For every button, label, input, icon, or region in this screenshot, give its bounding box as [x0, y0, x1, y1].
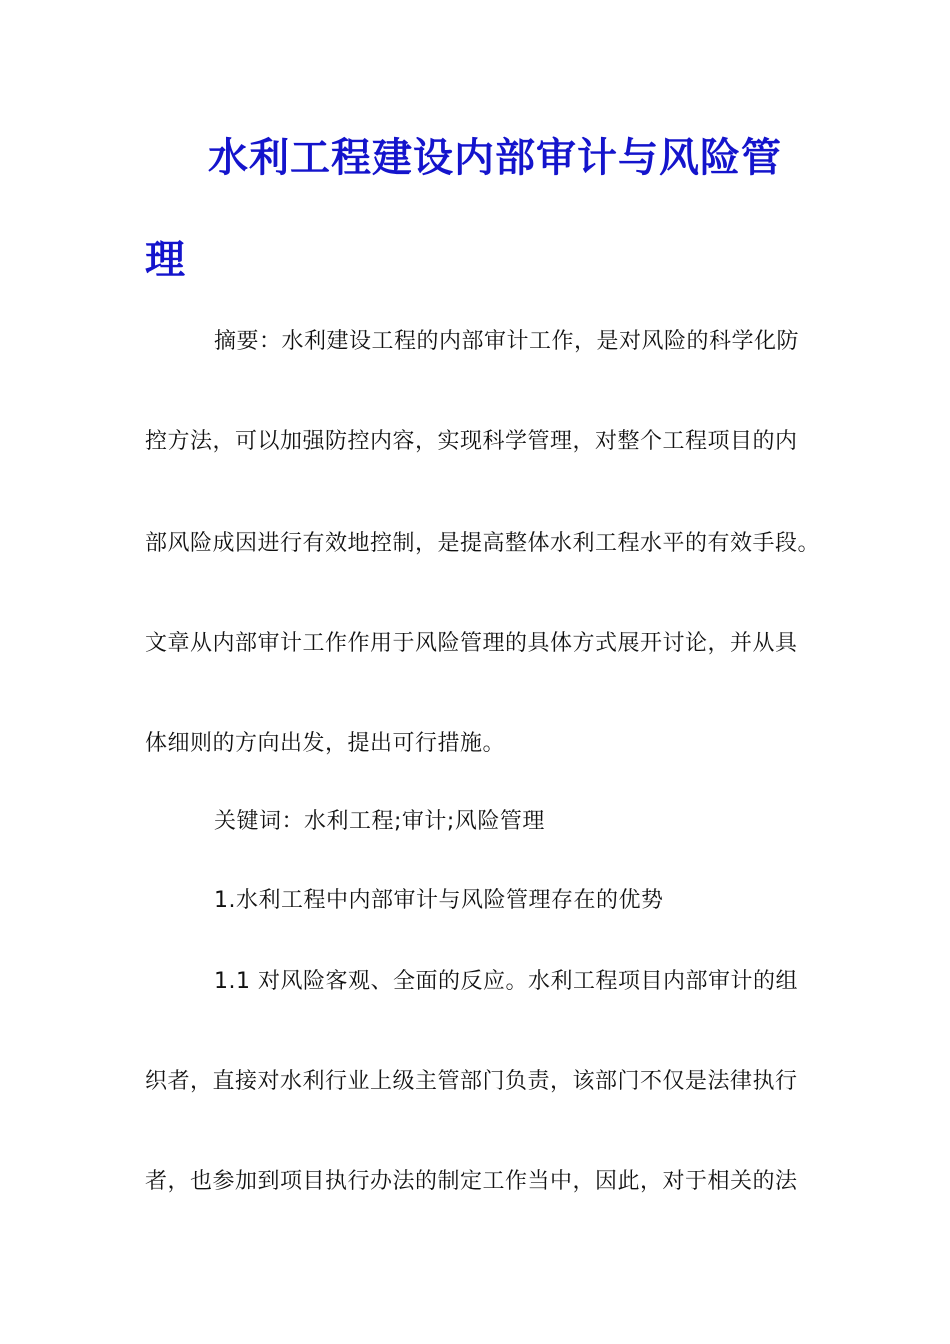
- body-line-2: 织者，直接对水利行业上级主管部门负责，该部门不仅是法律执行: [145, 1069, 798, 1094]
- section-heading: 1.水利工程中内部审计与风险管理存在的优势: [214, 888, 664, 913]
- abstract-line-5: 体细则的方向出发，提出可行措施。: [145, 731, 506, 756]
- keywords-line: 关键词：水利工程;审计;风险管理: [214, 809, 545, 834]
- abstract-line-2: 控方法，可以加强防控内容，实现科学管理，对整个工程项目的内: [145, 429, 798, 454]
- body-line-1: 1.1 对风险客观、全面的反应。水利工程项目内部审计的组: [214, 969, 798, 994]
- abstract-line-3: 部风险成因进行有效地控制，是提高整体水利工程水平的有效手段。: [145, 531, 821, 556]
- abstract-line-4: 文章从内部审计工作作用于风险管理的具体方式展开讨论，并从具: [145, 631, 798, 656]
- abstract-line-1: 摘要：水利建设工程的内部审计工作，是对风险的科学化防: [214, 329, 800, 354]
- document-title-line-1: 水利工程建设内部审计与风险管: [208, 135, 782, 181]
- body-line-3: 者，也参加到项目执行办法的制定工作当中，因此，对于相关的法: [145, 1169, 798, 1194]
- document-title-line-2: 理: [145, 237, 186, 283]
